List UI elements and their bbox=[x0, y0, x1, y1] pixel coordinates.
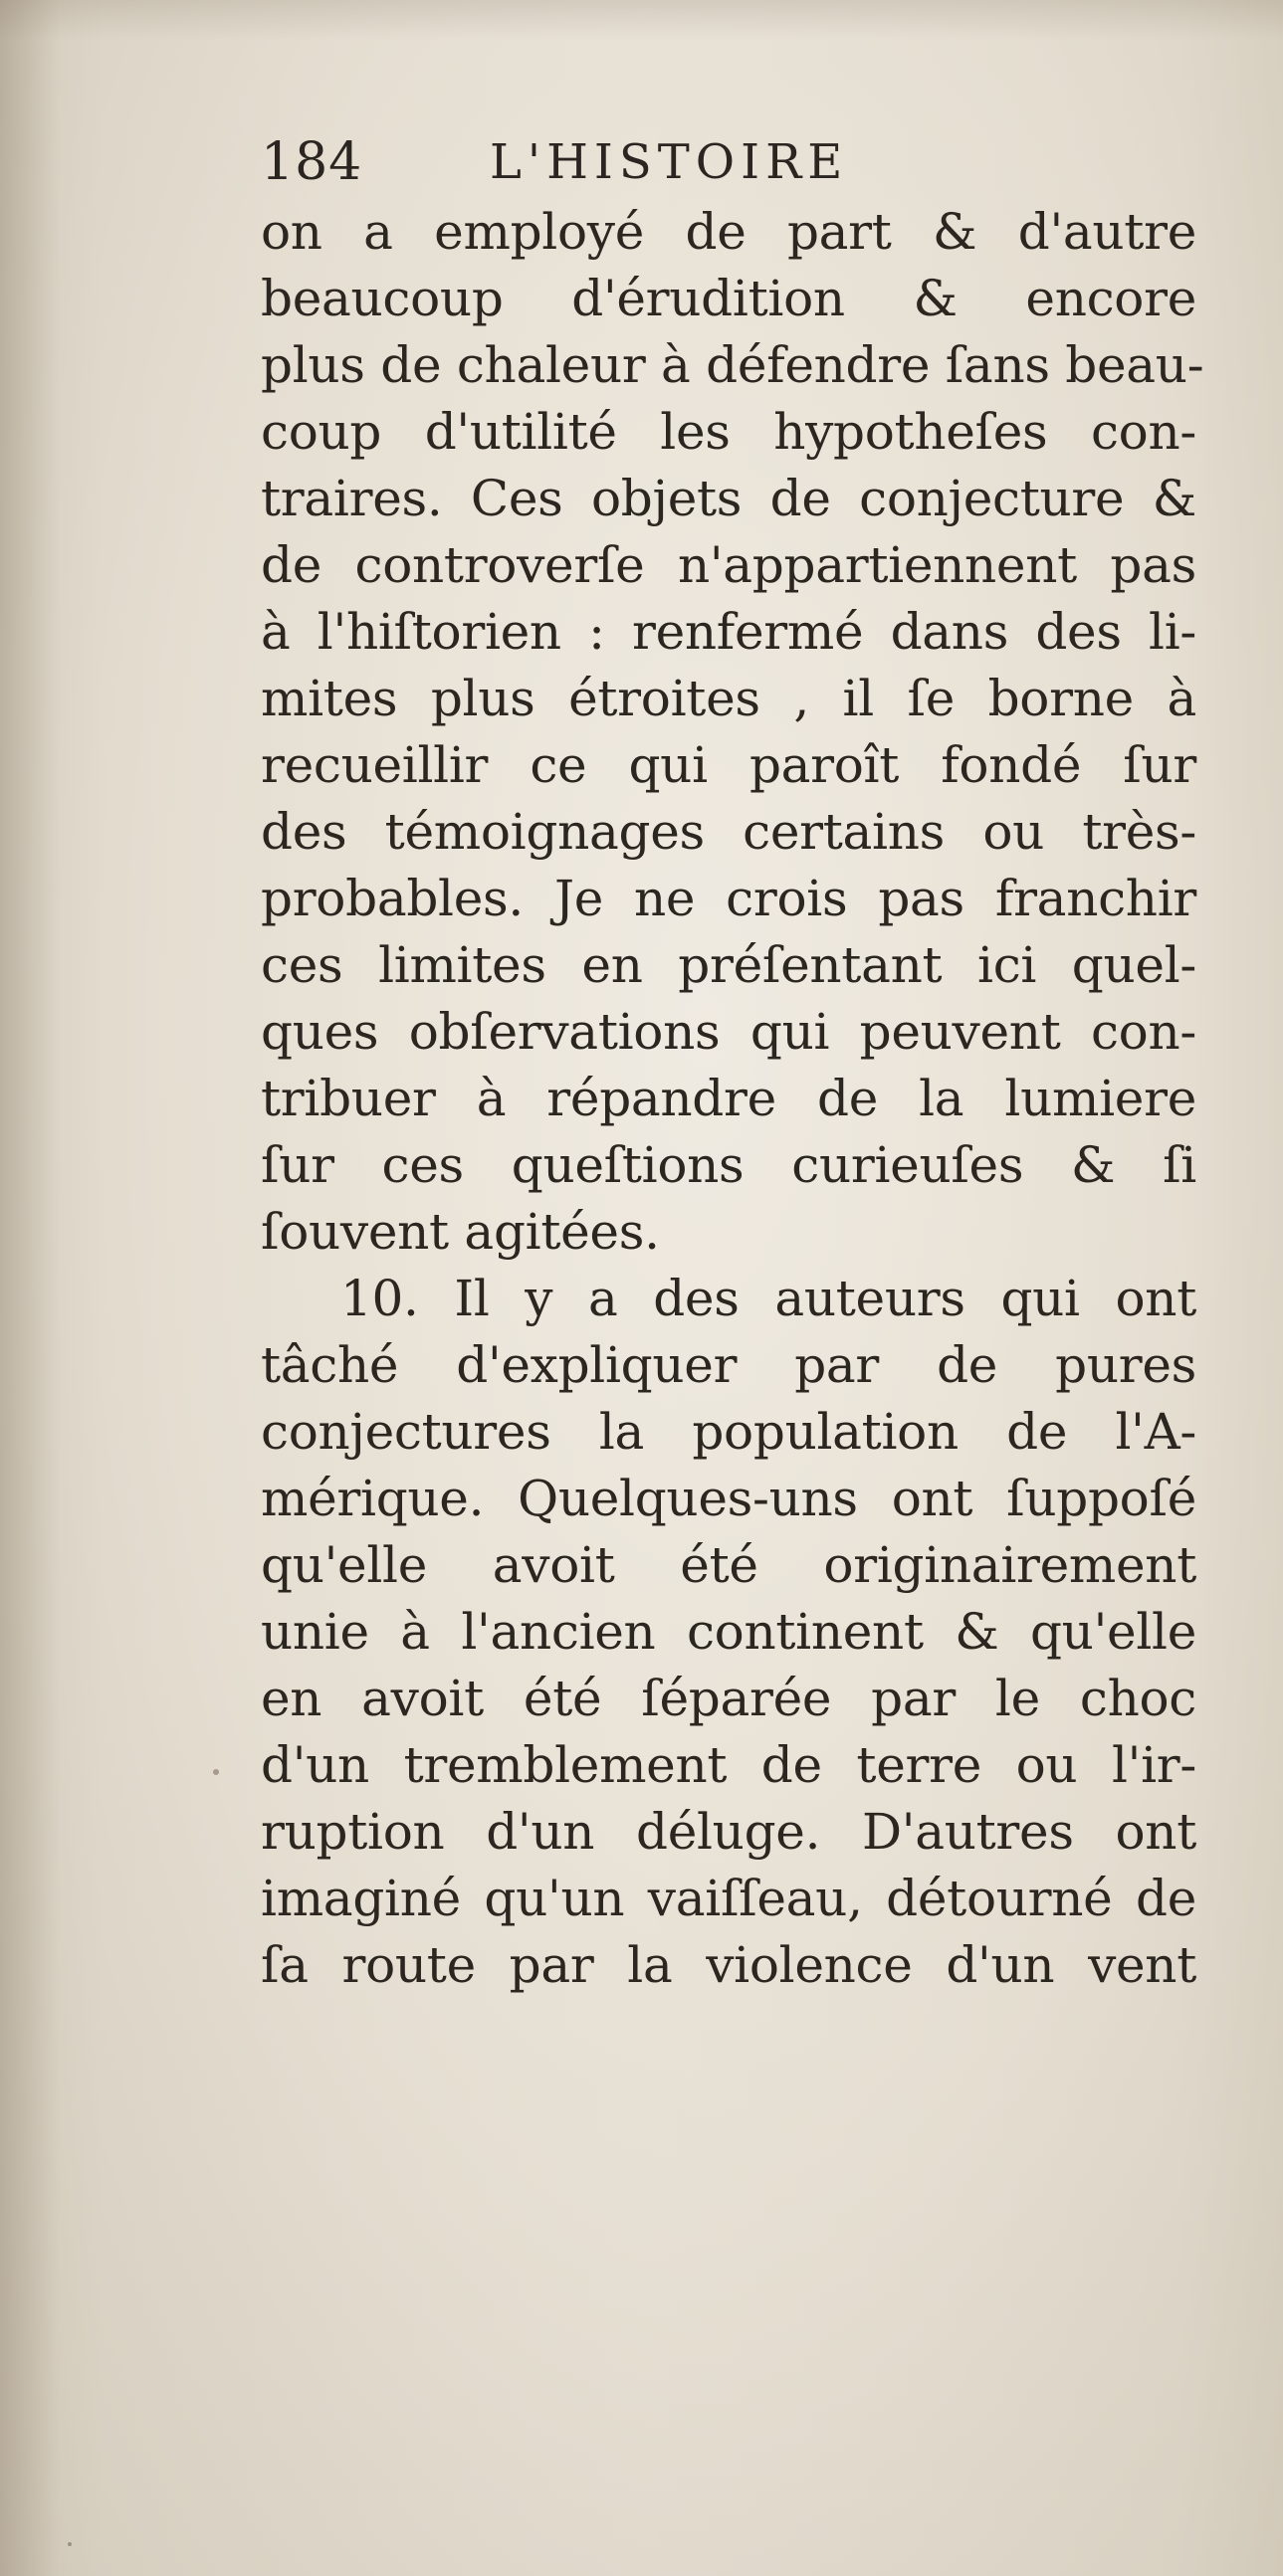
text-line: tribuer à répandre de la lumiere bbox=[261, 1070, 1196, 1127]
page-number: 184 bbox=[261, 132, 363, 192]
text-line: coup d'utilité les hypotheſes con- bbox=[261, 403, 1196, 461]
text-line: recueillir ce qui paroît fondé ſur bbox=[261, 736, 1196, 794]
text-line: ruption d'un déluge. D'autres ont bbox=[261, 1803, 1196, 1861]
text-line: plus de chaleur à défendre ſans beau- bbox=[261, 336, 1204, 394]
paper-speck bbox=[68, 2542, 72, 2546]
paper-speck bbox=[213, 1769, 219, 1775]
page-header bbox=[261, 127, 1196, 197]
text-line: beaucoup d'érudition & encore bbox=[261, 270, 1196, 327]
text-line: unie à l'ancien continent & qu'elle bbox=[261, 1603, 1196, 1661]
text-line: mites plus étroites , il ſe borne à bbox=[261, 670, 1196, 727]
text-line: traires. Ces objets de conjecture & bbox=[261, 470, 1196, 527]
text-line: ſa route par la violence d'un vent bbox=[261, 1936, 1196, 1994]
text-line: tâché d'expliquer par de pures bbox=[261, 1336, 1196, 1394]
text-line: de controverſe n'appartiennent pas bbox=[261, 536, 1196, 594]
binding-shadow bbox=[0, 0, 60, 2576]
text-line: on a employé de part & d'autre bbox=[261, 203, 1196, 261]
text-line: en avoit été ſéparée par le choc bbox=[261, 1670, 1196, 1727]
text-line: ſouvent agitées. bbox=[261, 1203, 660, 1261]
text-line: ques obſervations qui peuvent con- bbox=[261, 1003, 1196, 1061]
paragraph-start-line: 10. Il y a des auteurs qui ont bbox=[340, 1270, 1196, 1327]
body-text bbox=[261, 199, 1204, 1999]
text-line: conjectures la population de l'A- bbox=[261, 1403, 1196, 1461]
text-line: à l'hiſtorien : renfermé dans des li- bbox=[261, 603, 1196, 661]
text-line: des témoignages certains ou très- bbox=[261, 803, 1196, 861]
text-line: probables. Je ne crois pas franchir bbox=[261, 870, 1196, 927]
text-line: ces limites en préſentant ici quel- bbox=[261, 936, 1196, 994]
top-edge-shadow bbox=[0, 0, 1283, 40]
running-head: L'HISTOIRE bbox=[490, 134, 849, 190]
text-line: mérique. Quelques-uns ont ſuppoſé bbox=[261, 1470, 1196, 1527]
text-line: qu'elle avoit été originairement bbox=[261, 1536, 1196, 1594]
text-line: d'un tremblement de terre ou l'ir- bbox=[261, 1736, 1196, 1794]
text-line: imaginé qu'un vaiſſeau, détourné de bbox=[261, 1870, 1196, 1927]
text-line: ſur ces queſtions curieuſes & ſi bbox=[261, 1136, 1196, 1194]
